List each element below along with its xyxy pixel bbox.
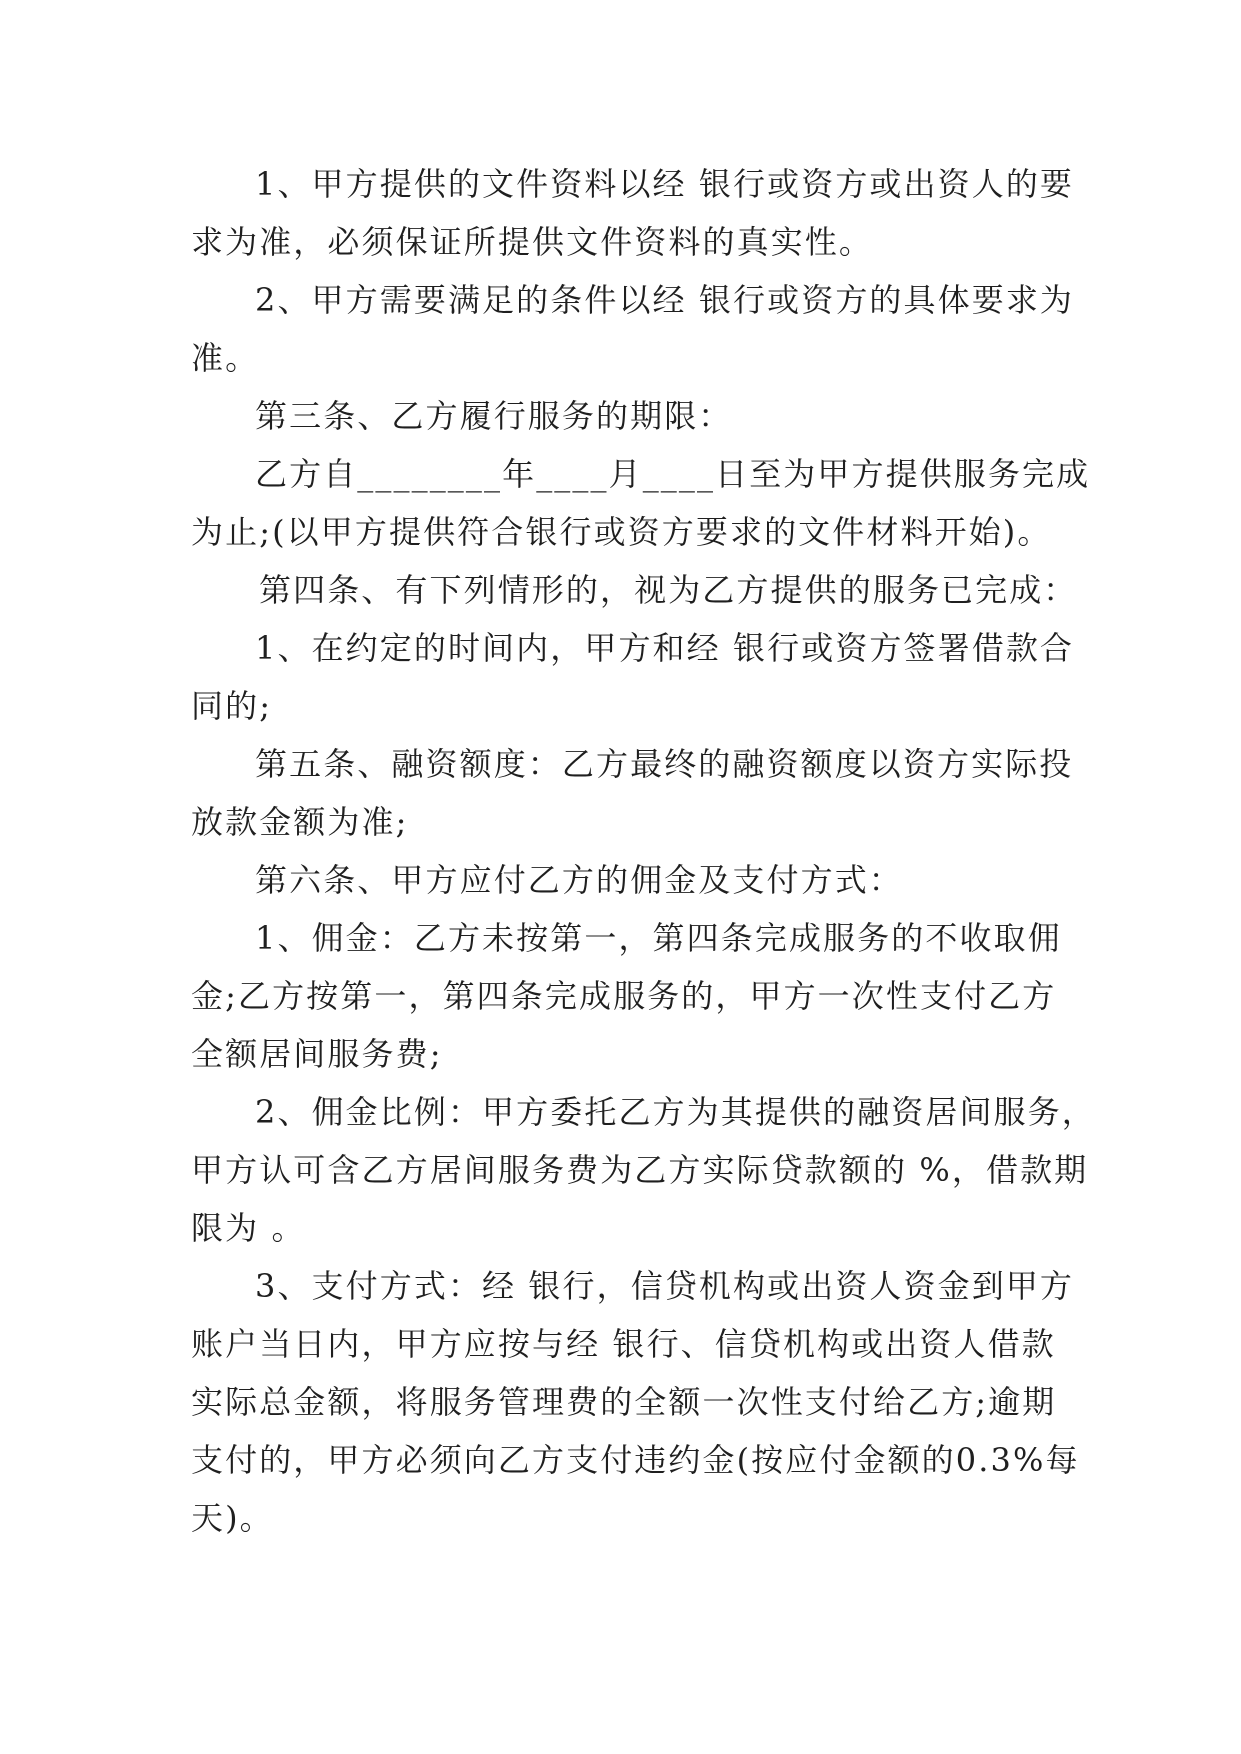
text-line: 乙方自________年____月____日至为甲方提供服务完成 [255, 455, 1091, 493]
text-line: 金;乙方按第一，第四条完成服务的，甲方一次性支付乙方 [191, 977, 1057, 1015]
text-line: 甲方认可含乙方居间服务费为乙方实际贷款额的 %，借款期 [191, 1151, 1089, 1189]
text-line: 支付的，甲方必须向乙方支付违约金(按应付金额的0.3%每 [191, 1441, 1080, 1479]
text-line: 准。 [191, 339, 260, 377]
text-line: 同的; [191, 687, 273, 725]
text-line: 实际总金额，将服务管理费的全额一次性支付给乙方;逾期 [191, 1383, 1057, 1421]
text-line: 第四条、有下列情形的，视为乙方提供的服务已完成： [259, 571, 1078, 609]
text-line: 第六条、甲方应付乙方的佣金及支付方式： [255, 861, 903, 899]
text-line: 2、佣金比例：甲方委托乙方为其提供的融资居间服务， [255, 1093, 1096, 1131]
text-line: 全额居间服务费; [191, 1035, 443, 1073]
text-line: 放款金额为准; [191, 803, 409, 841]
text-line: 1、甲方提供的文件资料以经 银行或资方或出资人的要 [255, 165, 1075, 203]
text-line: 1、在约定的时间内，甲方和经 银行或资方签署借款合 [255, 629, 1075, 667]
text-line: 求为准，必须保证所提供文件资料的真实性。 [191, 223, 874, 261]
text-line: 2、甲方需要满足的条件以经 银行或资方的具体要求为 [255, 281, 1075, 319]
text-line: 天)。 [191, 1499, 274, 1537]
text-line: 第三条、乙方履行服务的期限： [255, 397, 733, 435]
text-line: 账户当日内，甲方应按与经 银行、信贷机构或出资人借款 [191, 1325, 1056, 1363]
text-line: 1、佣金：乙方未按第一，第四条完成服务的不收取佣 [255, 919, 1062, 957]
text-line: 第五条、融资额度：乙方最终的融资额度以资方实际投 [255, 745, 1074, 783]
text-line: 3、支付方式：经 银行，信贷机构或出资人资金到甲方 [255, 1267, 1075, 1305]
text-line: 为止;(以甲方提供符合银行或资方要求的文件材料开始)。 [191, 513, 1052, 551]
text-line: 限为 。 [191, 1209, 306, 1247]
